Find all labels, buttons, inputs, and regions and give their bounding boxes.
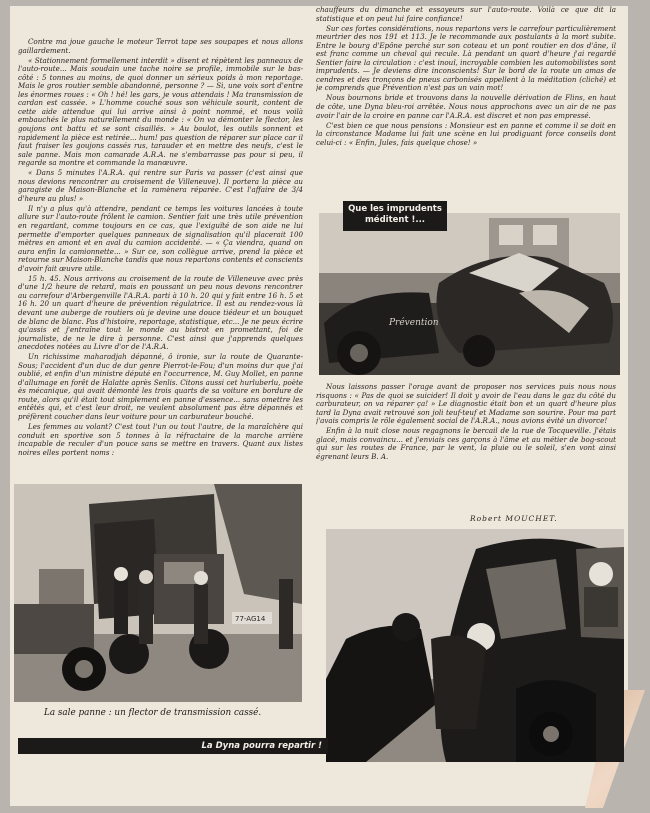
car-plate-text: Prévention: [389, 318, 439, 328]
paragraph: Nous laissons passer l'orage avant de proposer nos services puis nous nous risquons : « Pas de quoi se suicider! Il doit y avoir de l'eau dans le gaz du côté du carburateur, on va réparer ça! » Le diagnostic était bon et un quart d'heure plus tard la Dyna avait retrouvé son joli teuf-teuf et Madame son sourire. Pour ma part j'avais compris le rôle également social de l'A.R.A., nous avions évité un divorce!: [316, 383, 616, 426]
paragraph: Un richissime maharadjah dépanné, ô ironie, sur la route de Quarante-Sous; l'accident d'un duc de dur genre Pierrot-le-Fou; d'un moins dur que j'ai oublié, et enfin d'un ministre député en l'occurrence, M. Guy Mollet, en panne d'allumage en forêt de Halatte après Senlis. Citons aussi cet hurluberlu, poète ès mécanique, qui avait démonté les trois quarts de sa voiture en bordure de route, alors qu'il était tout simplement en panne d'essence... sans omettre les entêtés qui, et c'est leur droit, ne veulent absolument pas être dépannés et préfèrent coucher dans leur voiture pour un carburateur bouché.: [18, 352, 303, 422]
paragraph: 15 h. 45. Nous arrivons au croisement de la route de Villeneuve avec près d'une 1/2 heure de retard, mais en poussant un peu nous devons rencontrer au carrefour d'Arbergenville l'A.R.A. parti à 10 h. 20 qui y fait entre 16 h. 5 et 16 h. 20 un quart d'heure de prévention régulatrice. Il est au rendez-vous là devant une auberge de routiers où je devine une douce tiédeur et un bouquet de blanc de blanc. Pas d'histoire, reportage, statistique, etc... Je ne peux écrire qu'assis et j'entraîne tout le monde au bistrot en promettant, foi de journaliste, de ne le dire à personne. C'est ainsi que j'apprends quelques anecdotes notées au Livre d'or de l'A.R.A.: [18, 273, 303, 352]
truck-plate-text: 77-AG14: [235, 615, 266, 623]
paragraph: Nous bournons bride et trouvons dans la nouvelle dérivation de Flins, en haut de côte, une Dyna bleu-roi arrêtée. Nous nous approchons avec un air de ne pas avoir l'air de la croire en panne car l'A.R.A. est discret et non pas empressé.: [316, 93, 616, 120]
paragraph: « Dans 5 minutes l'A.R.A. qui rentre sur Paris va passer (c'est ainsi que nous devions rencontrer au croisement de Villeneuve). Il portera la pièce au garagiste de Maison-Blanche et la ramènera réparée. C'est l'affaire de 3/4 d'heure au plus! »: [18, 168, 303, 203]
paragraph: C'est bien ce que nous pensions : Monsieur est en panne et comme il se doit en la circonstance Madame lui fait une scène en lui prodiguant force conseils dont celui-ci : « Enfin, Jules, fais quelque chose! »: [316, 120, 616, 147]
article-right-column-top: [316, 6, 616, 192]
truck-breakdown-photo: [14, 484, 302, 702]
truck-photo-caption: La sale panne : un flector de transmission cassé.: [44, 708, 262, 718]
paragraph: Enfin à la nuit close nous regagnons le bercail de la rue de Tocqueville. J'étais glacé, mais convaincu... et j'enviais ces garçons à l'âme et au métier de bog-scout qui sur les routes de France, par le vent, la pluie ou le soleil, s'en vont ainsi égrenant leurs B. A.: [316, 426, 616, 461]
dyna-repair-photo: [326, 529, 624, 762]
crashed-car-photo: [319, 213, 620, 375]
article-right-column-middle: [316, 383, 616, 519]
article-left-column: [18, 38, 303, 475]
paragraph: chauffeurs du dimanche et essayeurs sur l'auto-route. Voilà ce que dit la statistique et on peut lui faire confiance!: [316, 6, 616, 23]
paragraph: Les femmes au volant? C'est tout l'un ou tout l'autre, de la maraîchère qui conduit en sportive son 5 tonnes à la réfractaire de la marche arrière incapable de reculer d'un pouce sans se mettre en travers. Quant aux listes noires elles portent noms :: [18, 422, 303, 457]
author-signature: Robert MOUCHET.: [470, 514, 558, 523]
paragraph: Contre ma joue gauche le moteur Terrot tape ses soupapes et nous allons gaillardement.: [18, 38, 303, 55]
paragraph: Il n'y a plus qu'à attendre, pendant ce temps les voitures lancées à toute allure sur l'auto-route frôlent le camion. Sentier fait une très utile prévention en regardant, comme toujours en ce cas, que l'exiguïté de son aide ne lui permette d'emporter quelques panneaux de signalisation qu'il placerait 100 mètres en amont et en aval du camion accidenté. — « Ça viendra, quand on aura enfin la camionnette... » Sur ce, son collègue arrive, prend la pièce et retourne sur Maison-Blanche tandis que nous repartons contents et conscients d'avoir fait œuvre utile.: [18, 203, 303, 273]
crash-photo-caption: Que les imprudents méditent !...: [343, 201, 447, 231]
dyna-photo-caption: La Dyna pourra repartir !: [18, 738, 328, 754]
paragraph: « Stationnement formellement interdit » disent et répètent les panneaux de l'auto-route... Mais soudain une tache noire se profile, immobile sur le bas-côté : 5 tonnes au moins, de quoi donner un sérieux poids à mon reportage. Mais le gros routier semble abandonné, personne ? — Si, une voix sort d'entre les énormes roues : « Oh ! hé! les gars, je vous attendais ! Ma transmission de cardan est cassée. » L'homme couché sous son véhicule sourit, content de cette aide attendue qui lui arrive ainsi à point nommé, et nous voilà embauchés le plus naturellement du monde : « On va démonter le flector, les goujons ont battu et se sont cisaillés. » Au boulot, les outils sonnent et rapidement la pièce est retirée... hum! pas question de réparer sur place car il faut fraiser les goujons cassés rus, tarauder et en mettre des neufs, c'est le sale panne. Mais mon camarade A.R.A. ne s'embarrasse pas pour si peu, il regarde sa montre et commande la manœuvre.: [18, 55, 303, 168]
paragraph: Sur ces fortes considérations, nous repartons vers le carrefour particulièrement meurtrier des nos 191 et 113. Je le recommande aux postulants à la mort subite. Entre le bourg d'Epône perché sur son coteau et un pont routier en dos d'âne, il est franc comme un cheval qui recule. Là pendant un quart d'heure j'ai regardé Sentier faire la circulation : c'est inouï, incroyable combien les automobilistes sont imprudents. — Je deviens dire inconscients! Sur le bord de la route un amas de cendres et des tronçons de pneus carbonisés appellent à la méditation (cliché) et je comprends que Prévention n'est pas un vain mot!: [316, 23, 616, 93]
